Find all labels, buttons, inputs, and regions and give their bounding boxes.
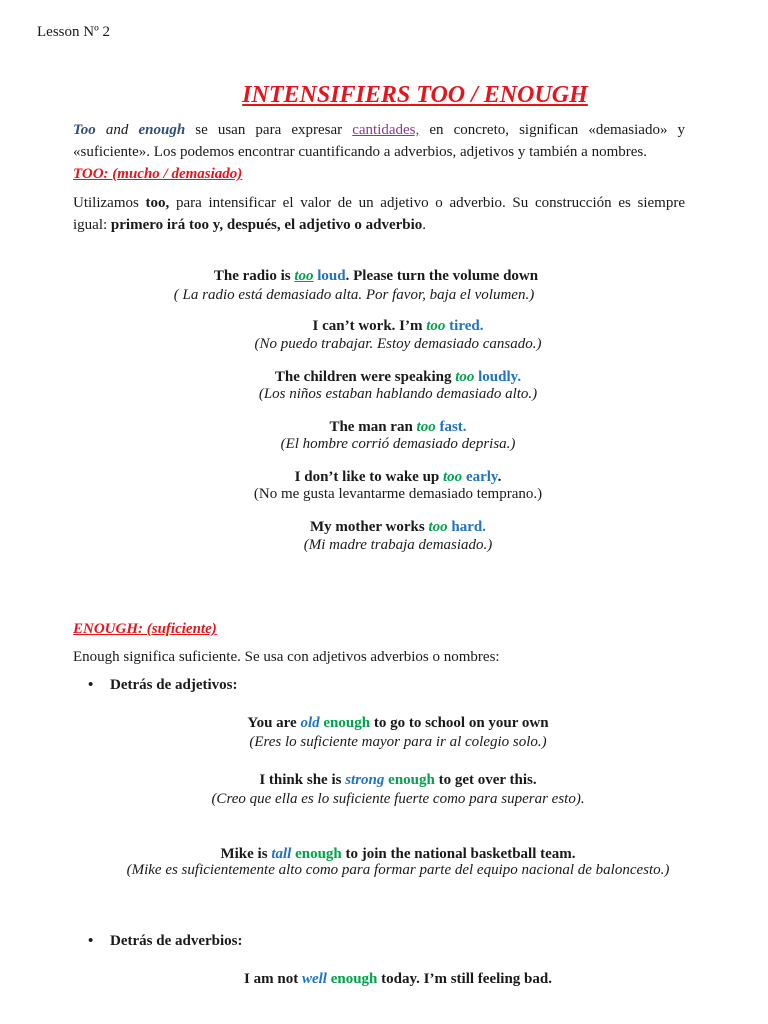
too-example-2-es: (No puedo trabajar. Estoy demasiado cansado.) — [254, 336, 542, 352]
enough-adj-example-3-es: (Mike es suficientemente alto como para formar parte del equipo nacional de baloncesto.) — [126, 862, 670, 878]
too-bold: too, — [145, 195, 170, 211]
too-word: too — [443, 469, 463, 485]
too-example-3-en: The children were speaking too loudly. — [274, 369, 522, 385]
too-word: too — [455, 369, 475, 385]
too-explanation — [73, 192, 685, 236]
too-example-4-en: The man ran too fast. — [329, 419, 467, 435]
enough-section-heading: ENOUGH: (suficiente) — [73, 621, 217, 637]
too-example-6-es: (Mi madre trabaja demasiado.) — [303, 537, 493, 553]
too-word: too — [428, 519, 448, 535]
too-rule: primero irá too y, después, el adjetivo o adverbio — [110, 217, 423, 233]
too-explanation-line-1: Utilizamos too, para intensificar el valor de un adjetivo o adverbio. Su construcción es siempre — [73, 195, 685, 211]
too-section-heading: TOO: (mucho / demasiado) — [73, 166, 243, 182]
intro-line-1 — [73, 119, 685, 141]
too-example-1-es: ( La radio está demasiado alta. Por favor, baja el volumen.) — [173, 287, 535, 303]
enough-adv-example-1-en: I am not well enough today. I’m still feeling bad. — [244, 971, 552, 987]
bullet-dot: • — [88, 677, 94, 693]
enough-adj-example-2-es: (Creo que ella es lo suficiente fuerte como para superar esto). — [211, 791, 585, 807]
cantidades-link[interactable]: cantidades, — [352, 122, 420, 138]
bullet-dot: • — [88, 933, 94, 949]
too-example-5-en: I don’t like to wake up too early. — [294, 469, 502, 485]
too-example-3-es: (Los niños estaban hablando demasiado alto.) — [258, 386, 538, 402]
intro-text-1: se usan para expresar — [195, 122, 343, 138]
enough-adj-example-1-en: You are old enough to go to school on your own — [247, 715, 549, 731]
bullet-adjectives: • Detrás de adjetivos: — [88, 677, 238, 693]
enough-description: Enough significa suficiente. Se usa con adjetivos adverbios o nombres: — [73, 649, 500, 665]
too-word: too — [426, 318, 446, 334]
too-example-5-es: (No me gusta levantarme demasiado temprano.) — [253, 486, 543, 502]
page-title: INTENSIFIERS TOO / ENOUGH — [242, 82, 588, 108]
enough-adj-example-2-en: I think she is strong enough to get over this. — [259, 772, 537, 788]
too-example-1-en: The radio is too loud. Please turn the volume down — [213, 268, 539, 284]
too-word: too — [416, 419, 436, 435]
too-example-6-en: My mother works too hard. — [310, 519, 486, 535]
too-example-2-en: I can’t work. I’m too tired. — [312, 318, 484, 334]
bullet-adverbs: • Detrás de adverbios: — [88, 933, 243, 949]
intro-line-2: «suficiente». Los podemos encontrar cuantificando a adverbios, adjetivos y también a nombres. — [73, 144, 647, 160]
too-explanation-line-2: igual: primero irá too y, después, el adjetivo o adverbio. — [73, 217, 427, 233]
keyword-enough: enough — [138, 122, 186, 138]
too-word: too — [294, 268, 314, 284]
keyword-too: Too — [73, 122, 96, 138]
intro-text-2: en concreto, significan «demasiado» y — [429, 122, 686, 138]
lesson-number: Lesson Nº 2 — [37, 24, 110, 40]
too-example-4-es: (El hombre corrió demasiado deprisa.) — [280, 436, 516, 452]
intro-and: and — [105, 122, 129, 138]
intro-paragraph — [73, 119, 685, 163]
enough-adj-example-3-en: Mike is tall enough to join the national basketball team. — [220, 846, 576, 862]
enough-adj-example-1-es: (Eres lo suficiente mayor para ir al colegio solo.) — [249, 734, 547, 750]
